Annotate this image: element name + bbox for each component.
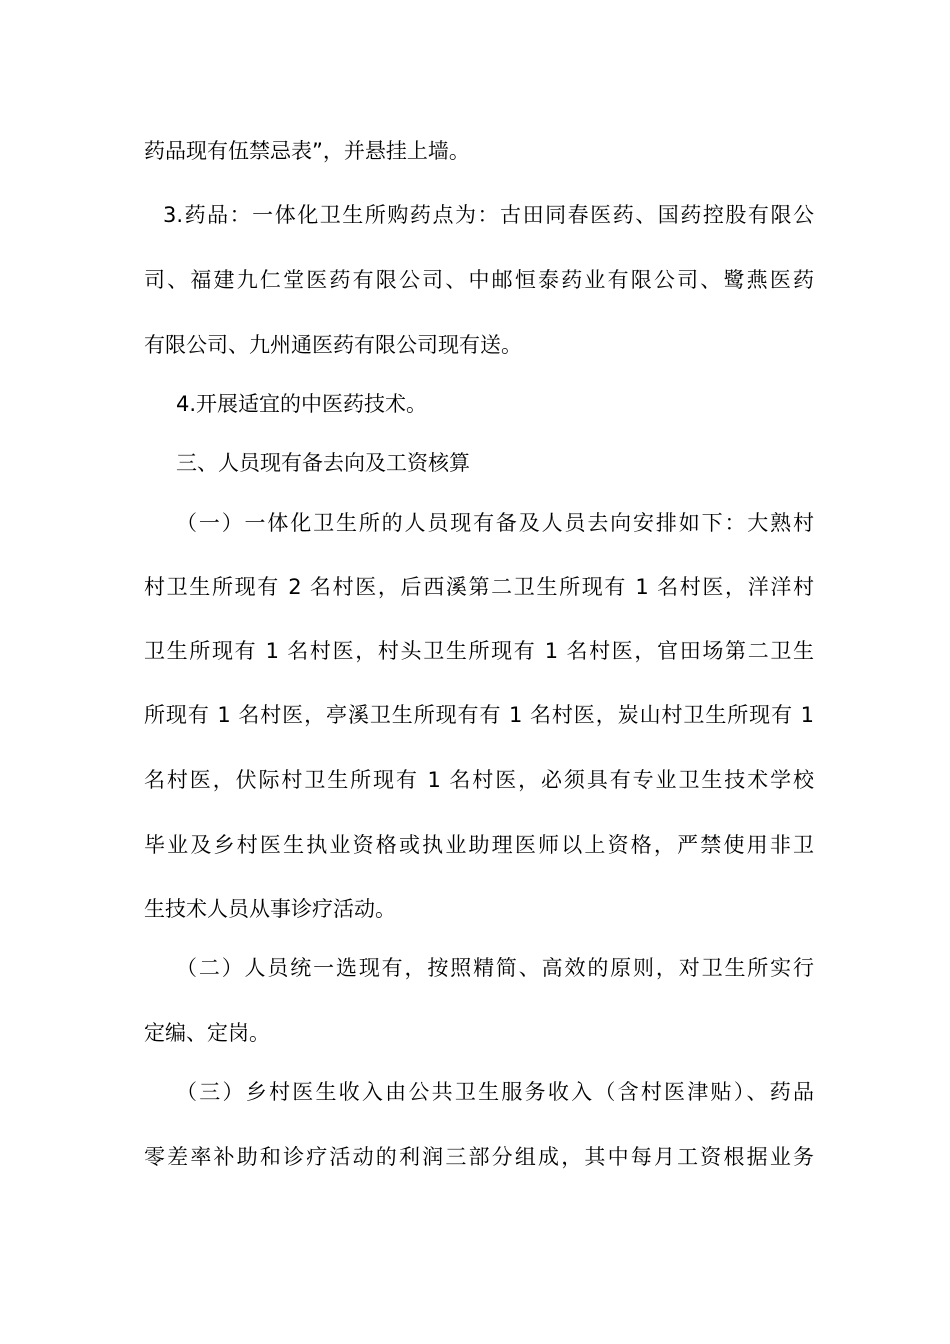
text-line: （二）人员统一选现有，按照精简、高效的原则，对卫生所实行 xyxy=(176,956,814,980)
text-line: 生技术人员从事诊疗活动。 xyxy=(144,897,396,921)
text-line: 定编、定岗。 xyxy=(144,1021,270,1045)
text-line: 名村医，伏际村卫生所现有 1 名村医，必须具有专业卫生技术学校 xyxy=(144,768,814,792)
text-line: 所现有 1 名村医，亭溪卫生所现有有 1 名村医，炭山村卫生所现有 1 xyxy=(144,703,814,727)
text-line: 药品现有伍禁忌表”，并悬挂上墙。 xyxy=(144,139,470,163)
text-line: 有限公司、九州通医药有限公司现有送。 xyxy=(144,333,522,357)
text-line: 4.开展适宜的中医药技术。 xyxy=(176,392,428,416)
text-line: （三）乡村医生收入由公共卫生服务收入（含村医津贴）、药品 xyxy=(176,1080,814,1104)
text-line: 3.药品：一体化卫生所购药点为：古田同春医药、国药控股有限公 xyxy=(163,203,814,227)
text-line: （一）一体化卫生所的人员现有备及人员去向安排如下：大熟村 xyxy=(176,511,814,535)
section-heading: 三、人员现有备去向及工资核算 xyxy=(176,451,470,475)
text-line: 零差率补助和诊疗活动的利润三部分组成，其中每月工资根据业务 xyxy=(144,1145,814,1169)
text-line: 村卫生所现有 2 名村医，后西溪第二卫生所现有 1 名村医，洋洋村 xyxy=(144,575,814,599)
text-line: 毕业及乡村医生执业资格或执业助理医师以上资格，严禁使用非卫 xyxy=(144,833,814,857)
text-line: 卫生所现有 1 名村医，村头卫生所现有 1 名村医，官田场第二卫生 xyxy=(144,639,814,663)
text-line: 司、福建九仁堂医药有限公司、中邮恒泰药业有限公司、鹭燕医药 xyxy=(144,268,814,292)
